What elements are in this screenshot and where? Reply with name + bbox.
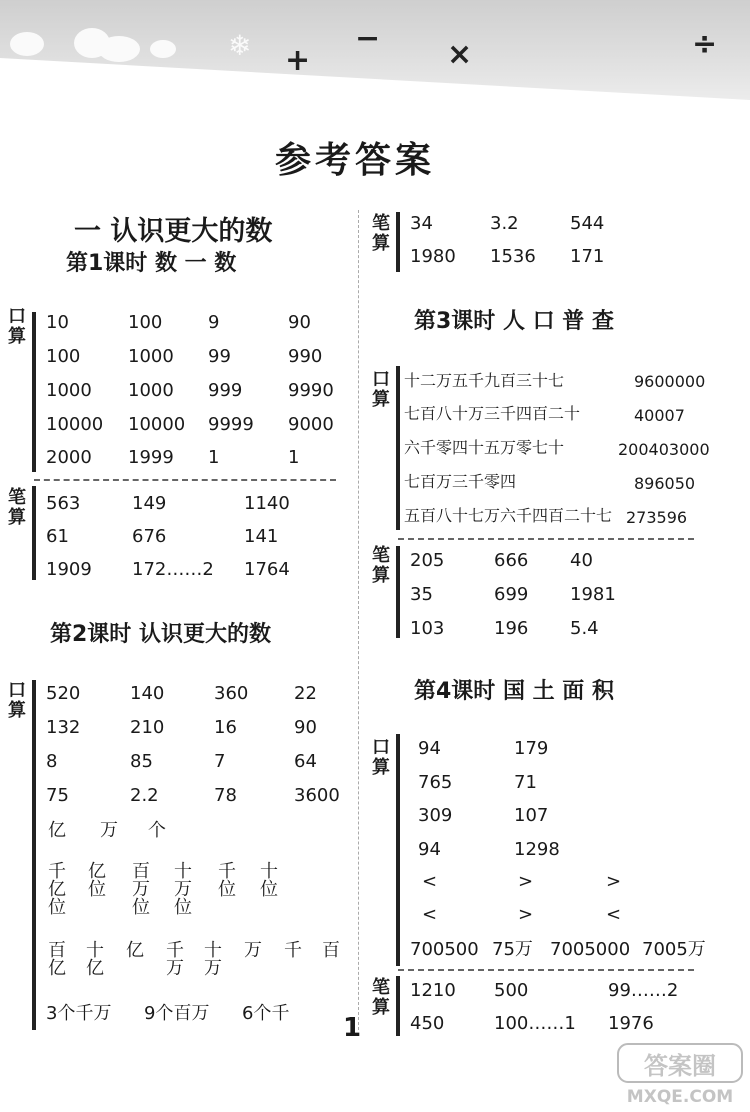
cell: 94 (418, 738, 441, 759)
lesson-4-title: 第4课时 国 土 面 积 (414, 679, 614, 704)
cell: 99……2 (608, 980, 679, 1001)
place-name: 位 (132, 897, 150, 918)
place-name: 位 (88, 879, 106, 900)
cell: 273596 (626, 508, 688, 527)
answer-text: 3个千万 (46, 1003, 112, 1024)
cell: 309 (418, 805, 453, 826)
section-bar (396, 366, 400, 530)
cell: 七百八十万三千四百二十 (404, 404, 581, 423)
cell: 85 (130, 751, 153, 772)
section-separator (398, 969, 694, 971)
place-name: 十 (260, 861, 278, 882)
cell: 179 (514, 738, 549, 759)
cloud-icon (10, 32, 44, 56)
place-name: 千 (48, 861, 66, 882)
cell: 2000 (46, 447, 92, 468)
cell: 700500 (410, 939, 479, 960)
divide-icon: ÷ (692, 27, 718, 62)
written-calc-label-text: 笔 算 (8, 487, 26, 528)
section-bar (32, 486, 36, 580)
place-name: 万 (244, 940, 262, 961)
written-calc-label (6, 488, 28, 528)
cell: 107 (514, 805, 549, 826)
section-bar (396, 976, 400, 1036)
oral-calc-label-text: 口 算 (8, 680, 26, 721)
cell: 676 (132, 526, 167, 547)
cell: > (518, 904, 534, 925)
cell: 100 (128, 312, 163, 333)
place-name: 千 (218, 861, 236, 882)
cell: 1981 (570, 584, 616, 605)
oral-calc-label (6, 307, 28, 347)
written-calc-label-text: 笔 算 (372, 545, 390, 586)
section-bar (396, 734, 400, 966)
cell: 100……1 (494, 1013, 576, 1034)
cell: > (518, 871, 534, 892)
cell: 1000 (128, 346, 174, 367)
cell: 7 (214, 751, 226, 772)
cell: 1980 (410, 246, 456, 267)
page-number: 1 (343, 1013, 362, 1043)
place-unit: 万 (100, 820, 118, 841)
place-name: 万 (174, 879, 192, 900)
cell: 8 (46, 751, 58, 772)
cell: 7005000 (550, 939, 631, 960)
cell: 78 (214, 785, 237, 806)
cell: 十二万五千九百三十七 (404, 371, 565, 390)
snowflake-icon: ❄ (228, 29, 252, 62)
cell: 75万 (492, 939, 533, 960)
cell: 141 (244, 526, 279, 547)
cell: 1000 (46, 380, 92, 401)
section-separator (34, 479, 336, 481)
cell: 360 (214, 683, 249, 704)
cell: 七百万三千零四 (404, 472, 517, 491)
cell: 1764 (244, 559, 290, 580)
cloud-icon (150, 40, 176, 58)
cell: 99 (208, 346, 231, 367)
page-title: 参考答案 (274, 140, 435, 181)
cell: 699 (494, 584, 529, 605)
section-bar (396, 546, 400, 638)
lesson-2-title: 第2课时 认识更大的数 (50, 622, 271, 647)
place-name: 万 (204, 958, 222, 979)
watermark-logo (616, 1042, 744, 1106)
cell: > (606, 871, 622, 892)
watermark-text: 答案圈 (644, 1052, 716, 1080)
cell: 3600 (294, 785, 340, 806)
cell: 500 (494, 980, 529, 1001)
written-calc-label (370, 546, 392, 586)
section-bar (32, 312, 36, 472)
unit-title: 一 认识更大的数 (74, 216, 273, 247)
place-name: 十 (86, 940, 104, 961)
cell: 210 (130, 717, 165, 738)
oral-calc-label-text: 口 算 (372, 369, 390, 410)
cell: 520 (46, 683, 81, 704)
section-separator (398, 538, 694, 540)
cell: 9990 (288, 380, 334, 401)
cell: 450 (410, 1013, 445, 1034)
oral-calc-label-text: 口 算 (372, 737, 390, 778)
cell: 1909 (46, 559, 92, 580)
cell: 1000 (128, 380, 174, 401)
cell: 171 (570, 246, 605, 267)
cell: 35 (410, 584, 433, 605)
cell: 40 (570, 550, 593, 571)
cell: 10 (46, 312, 69, 333)
cell: 103 (410, 618, 445, 639)
place-name: 位 (218, 879, 236, 900)
cell: 990 (288, 346, 323, 367)
cell: 196 (494, 618, 529, 639)
cell: 61 (46, 526, 69, 547)
place-name: 位 (260, 879, 278, 900)
cell: < (606, 904, 622, 925)
section-bar (32, 680, 36, 1030)
cell: 75 (46, 785, 69, 806)
cell: 1210 (410, 980, 456, 1001)
cloud-icon (98, 36, 140, 62)
cell: 1 (208, 447, 220, 468)
cell: 1298 (514, 839, 560, 860)
cell: 205 (410, 550, 445, 571)
cell: 16 (214, 717, 237, 738)
cell: 9999 (208, 414, 254, 435)
oral-calc-label (6, 681, 28, 721)
cell: 149 (132, 493, 167, 514)
watermark-domain: MXQE.COM (626, 1087, 734, 1106)
oral-calc-label (370, 370, 392, 410)
place-name: 百 (322, 940, 340, 961)
cell: 100 (46, 346, 81, 367)
place-name: 亿 (126, 940, 144, 961)
cell: 7005万 (642, 939, 706, 960)
cell: 563 (46, 493, 81, 514)
place-name: 亿 (88, 861, 106, 882)
cell: 999 (208, 380, 243, 401)
place-name: 千 (284, 940, 302, 961)
cell: 2.2 (130, 785, 159, 806)
minus-icon: − (355, 21, 381, 56)
written-calc-label-text: 笔 算 (372, 977, 390, 1018)
place-name: 万 (166, 958, 184, 979)
cell: 172……2 (132, 559, 214, 580)
cell: 3.2 (490, 213, 519, 234)
cell: 90 (294, 717, 317, 738)
cell: 140 (130, 683, 165, 704)
place-name: 亿 (86, 958, 104, 979)
place-name: 十 (204, 940, 222, 961)
cell: 544 (570, 213, 605, 234)
cell: 22 (294, 683, 317, 704)
cell: 71 (514, 772, 537, 793)
written-calc-label-text: 笔 算 (372, 213, 390, 254)
oral-calc-label (370, 738, 392, 778)
written-calc-label (370, 978, 392, 1018)
cell: 666 (494, 550, 529, 571)
cell: 40007 (634, 406, 685, 425)
cell: 64 (294, 751, 317, 772)
lesson-1-title: 第1课时 数 一 数 (66, 251, 237, 276)
cell: 896050 (634, 474, 696, 493)
times-icon: × (447, 37, 473, 72)
cell: < (422, 871, 438, 892)
cell: 10000 (128, 414, 186, 435)
column-divider (358, 210, 359, 1030)
cell: 34 (410, 213, 433, 234)
place-unit: 个 (148, 820, 166, 841)
answer-text: 6个千 (242, 1003, 290, 1024)
place-unit: 亿 (48, 820, 66, 841)
cell: 765 (418, 772, 453, 793)
cell: 1 (288, 447, 300, 468)
cell: 1976 (608, 1013, 654, 1034)
place-name: 百 (132, 861, 150, 882)
cell: 五百八十七万六千四百二十七 (404, 506, 613, 525)
place-name: 万 (132, 879, 150, 900)
oral-calc-label-text: 口 算 (8, 306, 26, 347)
cell: 5.4 (570, 618, 599, 639)
cell: 9 (208, 312, 220, 333)
place-name: 位 (174, 897, 192, 918)
place-name: 十 (174, 861, 192, 882)
place-name: 亿 (48, 879, 66, 900)
cell: 1999 (128, 447, 174, 468)
cell: 9600000 (634, 372, 706, 391)
cell: 132 (46, 717, 81, 738)
cell: 200403000 (618, 440, 710, 459)
place-name: 亿 (48, 958, 66, 979)
section-bar (396, 212, 400, 272)
lesson-3-title: 第3课时 人 口 普 查 (414, 309, 614, 334)
cell: < (422, 904, 438, 925)
place-name: 千 (166, 940, 184, 961)
cell: 9000 (288, 414, 334, 435)
cell: 1536 (490, 246, 536, 267)
cell: 94 (418, 839, 441, 860)
cell: 六千零四十五万零七十 (404, 438, 565, 457)
cell: 10000 (46, 414, 104, 435)
plus-icon: + (285, 43, 311, 78)
answer-text: 9个百万 (144, 1003, 210, 1024)
place-name: 位 (48, 897, 66, 918)
cell: 1140 (244, 493, 290, 514)
written-calc-label (370, 214, 392, 254)
cell: 90 (288, 312, 311, 333)
place-name: 百 (48, 940, 66, 961)
